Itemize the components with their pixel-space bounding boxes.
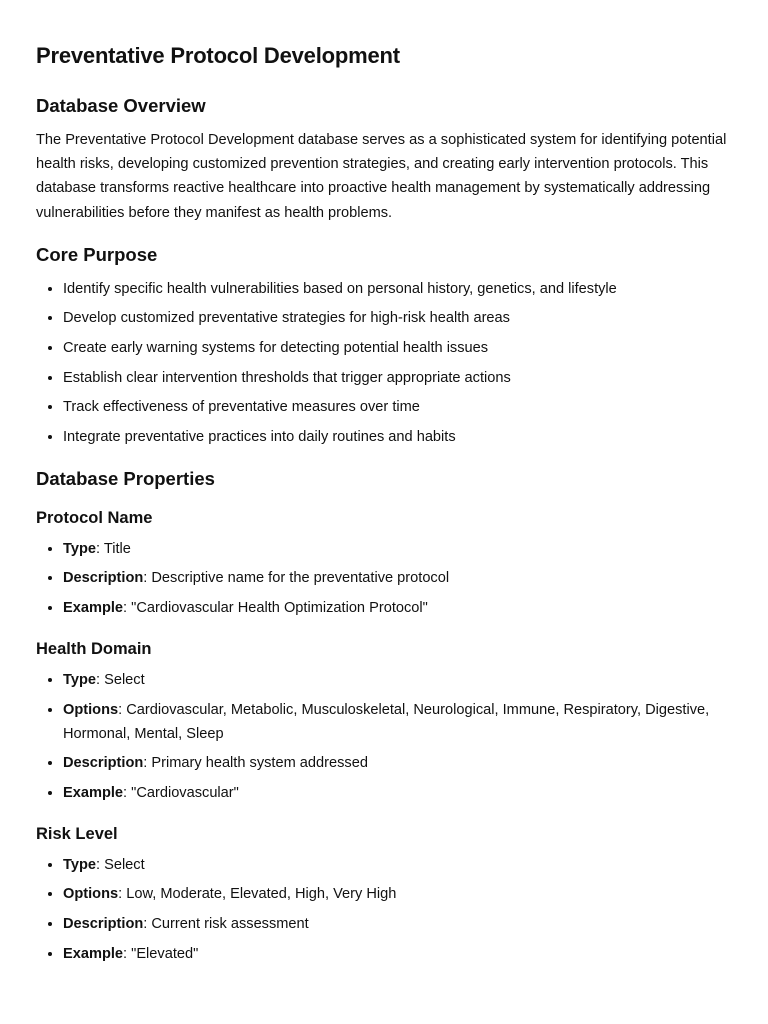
example-label: Example bbox=[63, 945, 124, 962]
overview-heading: Database Overview bbox=[36, 95, 206, 116]
core-purpose-heading: Core Purpose bbox=[36, 243, 158, 265]
protocol-name-list bbox=[36, 537, 732, 620]
type-value: : Select bbox=[95, 671, 145, 688]
example-value: : "Elevated" bbox=[123, 945, 199, 962]
list-item: • Develop customized preventative strategies for high-risk health areas bbox=[63, 306, 732, 330]
risk-level-heading: Risk Level bbox=[36, 824, 118, 843]
list-item: • Establish clear intervention thresholds that trigger appropriate actions bbox=[63, 366, 732, 390]
type-label: Type bbox=[63, 856, 96, 873]
list-item bbox=[63, 668, 732, 692]
options-label: Options bbox=[63, 701, 119, 718]
example-value: : "Cardiovascular" bbox=[123, 784, 239, 801]
list-item bbox=[63, 912, 732, 936]
list-item bbox=[63, 566, 732, 590]
list-item bbox=[63, 698, 732, 746]
core-purpose-list bbox=[36, 277, 732, 449]
type-label: Type bbox=[63, 540, 96, 557]
list-item bbox=[63, 537, 732, 561]
list-item bbox=[63, 751, 732, 775]
example-label: Example bbox=[63, 599, 124, 616]
risk-level-list bbox=[36, 853, 732, 966]
list-item bbox=[63, 942, 732, 966]
example-label: Example bbox=[63, 784, 124, 801]
description-label: Description bbox=[63, 755, 144, 772]
description-label: Description bbox=[63, 570, 144, 587]
list-item: • Create early warning systems for detecting potential health issues bbox=[63, 336, 732, 360]
options-label: Options bbox=[63, 886, 119, 903]
list-item bbox=[63, 596, 732, 620]
page-title: Preventative Protocol Development bbox=[36, 43, 400, 68]
overview-paragraph: The Preventative Protocol Development database serves as a sophisticated system for identifying potential health risks, developing customized prevention strategies, and creating early intervention protocols. This database transforms reactive healthcare into proactive health management by systematically addressing vulnerabilities before they manifest as health problems. bbox=[36, 132, 727, 221]
description-value: : Current risk assessment bbox=[143, 915, 309, 932]
description-value: : Descriptive name for the preventative protocol bbox=[143, 570, 450, 587]
health-domain-list bbox=[36, 668, 732, 805]
type-label: Type bbox=[63, 671, 96, 688]
description-label: Description bbox=[63, 915, 144, 932]
list-item bbox=[63, 781, 732, 805]
database-properties-heading: Database Properties bbox=[36, 467, 215, 489]
options-value: : Cardiovascular, Metabolic, Musculoskeletal, Neurological, Immune, Respiratory, Digestive, Hormonal, Mental, Sleep bbox=[63, 701, 710, 742]
list-item bbox=[63, 853, 732, 877]
list-item: • Integrate preventative practices into daily routines and habits bbox=[63, 425, 732, 449]
list-item bbox=[63, 882, 732, 906]
list-item: • Track effectiveness of preventative measures over time bbox=[63, 395, 732, 419]
type-value: : Title bbox=[95, 540, 131, 557]
protocol-name-heading: Protocol Name bbox=[36, 508, 153, 527]
description-value: : Primary health system addressed bbox=[143, 755, 368, 772]
health-domain-heading: Health Domain bbox=[36, 639, 152, 658]
options-value: : Low, Moderate, Elevated, High, Very High bbox=[118, 886, 397, 903]
list-item: • Identify specific health vulnerabilities based on personal history, genetics, and lifestyle bbox=[63, 277, 732, 301]
type-value: : Select bbox=[95, 856, 145, 873]
example-value: : "Cardiovascular Health Optimization Protocol" bbox=[123, 599, 428, 616]
